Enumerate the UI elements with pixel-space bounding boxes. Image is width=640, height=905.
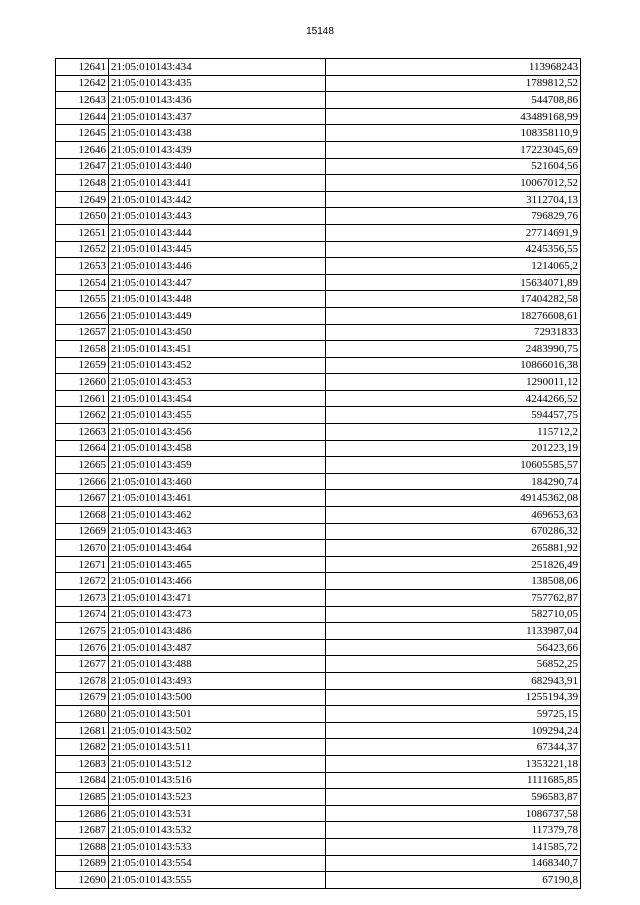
cadastral-number-cell: 21:05:010143:449 (109, 307, 326, 324)
table-row (56, 274, 581, 291)
cadastral-number-cell: 21:05:010143:500 (109, 689, 326, 706)
cadastral-number-cell: 21:05:010143:516 (109, 772, 326, 789)
row-number-cell: 12659 (56, 357, 109, 374)
table-row (56, 689, 581, 706)
table-row (56, 639, 581, 656)
table-row (56, 125, 581, 142)
cadastral-number-cell: 21:05:010143:532 (109, 822, 326, 839)
value-cell: 1255194,39 (326, 689, 581, 706)
table-row (56, 656, 581, 673)
table-row (56, 789, 581, 806)
table-row (56, 739, 581, 756)
table-row (56, 175, 581, 192)
cadastral-number-cell: 21:05:010143:445 (109, 241, 326, 258)
cadastral-number-cell: 21:05:010143:436 (109, 92, 326, 109)
table-row (56, 523, 581, 540)
row-number-cell: 12650 (56, 208, 109, 225)
value-cell: 27714691,9 (326, 224, 581, 241)
value-cell: 141585,72 (326, 838, 581, 855)
value-cell: 115712,2 (326, 424, 581, 441)
cadastral-number-cell: 21:05:010143:454 (109, 390, 326, 407)
row-number-cell: 12681 (56, 722, 109, 739)
value-cell: 117379,78 (326, 822, 581, 839)
row-number-cell: 12658 (56, 341, 109, 358)
table-row (56, 291, 581, 308)
value-cell: 1111685,85 (326, 772, 581, 789)
table-row (56, 805, 581, 822)
value-cell: 201223,19 (326, 440, 581, 457)
cadastral-number-cell: 21:05:010143:453 (109, 374, 326, 391)
row-number-cell: 12688 (56, 838, 109, 855)
cadastral-number-cell: 21:05:010143:493 (109, 672, 326, 689)
value-cell: 265881,92 (326, 540, 581, 557)
row-number-cell: 12644 (56, 108, 109, 125)
table-row (56, 75, 581, 92)
cadastral-number-cell: 21:05:010143:511 (109, 739, 326, 756)
table-row (56, 623, 581, 640)
cadastral-number-cell: 21:05:010143:452 (109, 357, 326, 374)
cadastral-number-cell: 21:05:010143:512 (109, 755, 326, 772)
table-row (56, 590, 581, 607)
row-number-cell: 12652 (56, 241, 109, 258)
table-row (56, 208, 581, 225)
cadastral-number-cell: 21:05:010143:461 (109, 490, 326, 507)
table-row (56, 606, 581, 623)
table-row (56, 672, 581, 689)
registry-table-body (56, 59, 581, 889)
value-cell: 15634071,89 (326, 274, 581, 291)
table-row (56, 872, 581, 889)
row-number-cell: 12686 (56, 805, 109, 822)
table-row (56, 141, 581, 158)
value-cell: 1133987,04 (326, 623, 581, 640)
cadastral-number-cell: 21:05:010143:501 (109, 706, 326, 723)
table-row (56, 324, 581, 341)
table-row (56, 341, 581, 358)
row-number-cell: 12661 (56, 390, 109, 407)
row-number-cell: 12674 (56, 606, 109, 623)
value-cell: 10605585,57 (326, 457, 581, 474)
cadastral-number-cell: 21:05:010143:435 (109, 75, 326, 92)
value-cell: 3112704,13 (326, 191, 581, 208)
table-row (56, 374, 581, 391)
cadastral-number-cell: 21:05:010143:466 (109, 573, 326, 590)
cadastral-number-cell: 21:05:010143:471 (109, 590, 326, 607)
cadastral-number-cell: 21:05:010143:455 (109, 407, 326, 424)
row-number-cell: 12646 (56, 141, 109, 158)
value-cell: 49145362,08 (326, 490, 581, 507)
value-cell: 2483990,75 (326, 341, 581, 358)
value-cell: 4244266,52 (326, 390, 581, 407)
table-row (56, 706, 581, 723)
cadastral-number-cell: 21:05:010143:488 (109, 656, 326, 673)
value-cell: 682943,91 (326, 672, 581, 689)
registry-table (55, 58, 581, 889)
cadastral-number-cell: 21:05:010143:439 (109, 141, 326, 158)
value-cell: 4245356,55 (326, 241, 581, 258)
row-number-cell: 12687 (56, 822, 109, 839)
value-cell: 43489168,99 (326, 108, 581, 125)
value-cell: 109294,24 (326, 722, 581, 739)
value-cell: 1468340,7 (326, 855, 581, 872)
cadastral-number-cell: 21:05:010143:451 (109, 341, 326, 358)
cadastral-number-cell: 21:05:010143:464 (109, 540, 326, 557)
value-cell: 469653,63 (326, 507, 581, 524)
value-cell: 796829,76 (326, 208, 581, 225)
row-number-cell: 12665 (56, 457, 109, 474)
table-row (56, 108, 581, 125)
row-number-cell: 12656 (56, 307, 109, 324)
table-row (56, 191, 581, 208)
value-cell: 72931833 (326, 324, 581, 341)
cadastral-number-cell: 21:05:010143:450 (109, 324, 326, 341)
row-number-cell: 12647 (56, 158, 109, 175)
table-row (56, 457, 581, 474)
row-number-cell: 12660 (56, 374, 109, 391)
table-row (56, 390, 581, 407)
cadastral-number-cell: 21:05:010143:441 (109, 175, 326, 192)
row-number-cell: 12643 (56, 92, 109, 109)
cadastral-number-cell: 21:05:010143:460 (109, 473, 326, 490)
row-number-cell: 12645 (56, 125, 109, 142)
row-number-cell: 12678 (56, 672, 109, 689)
cadastral-number-cell: 21:05:010143:523 (109, 789, 326, 806)
value-cell: 56852,25 (326, 656, 581, 673)
row-number-cell: 12649 (56, 191, 109, 208)
cadastral-number-cell: 21:05:010143:437 (109, 108, 326, 125)
cadastral-number-cell: 21:05:010143:446 (109, 258, 326, 275)
value-cell: 10866016,38 (326, 357, 581, 374)
row-number-cell: 12641 (56, 59, 109, 76)
row-number-cell: 12655 (56, 291, 109, 308)
table-row (56, 158, 581, 175)
table-row (56, 59, 581, 76)
row-number-cell: 12676 (56, 639, 109, 656)
row-number-cell: 12651 (56, 224, 109, 241)
cadastral-number-cell: 21:05:010143:434 (109, 59, 326, 76)
cadastral-number-cell: 21:05:010143:533 (109, 838, 326, 855)
value-cell: 757762,87 (326, 590, 581, 607)
table-row (56, 224, 581, 241)
cadastral-number-cell: 21:05:010143:443 (109, 208, 326, 225)
cadastral-number-cell: 21:05:010143:554 (109, 855, 326, 872)
value-cell: 544708,86 (326, 92, 581, 109)
table-row (56, 92, 581, 109)
table-row (56, 755, 581, 772)
row-number-cell: 12684 (56, 772, 109, 789)
cadastral-number-cell: 21:05:010143:502 (109, 722, 326, 739)
cadastral-number-cell: 21:05:010143:438 (109, 125, 326, 142)
table-row (56, 855, 581, 872)
cadastral-number-cell: 21:05:010143:442 (109, 191, 326, 208)
row-number-cell: 12657 (56, 324, 109, 341)
page-number: 15148 (306, 26, 334, 37)
cadastral-number-cell: 21:05:010143:463 (109, 523, 326, 540)
table-row (56, 357, 581, 374)
row-number-cell: 12669 (56, 523, 109, 540)
value-cell: 184290,74 (326, 473, 581, 490)
table-row (56, 556, 581, 573)
value-cell: 251826,49 (326, 556, 581, 573)
value-cell: 1086737,58 (326, 805, 581, 822)
cadastral-number-cell: 21:05:010143:555 (109, 872, 326, 889)
value-cell: 17223045,69 (326, 141, 581, 158)
value-cell: 1353221,18 (326, 755, 581, 772)
cadastral-number-cell: 21:05:010143:462 (109, 507, 326, 524)
row-number-cell: 12668 (56, 507, 109, 524)
row-number-cell: 12675 (56, 623, 109, 640)
table-row (56, 772, 581, 789)
row-number-cell: 12683 (56, 755, 109, 772)
row-number-cell: 12666 (56, 473, 109, 490)
row-number-cell: 12690 (56, 872, 109, 889)
value-cell: 59725,15 (326, 706, 581, 723)
table-row (56, 440, 581, 457)
value-cell: 17404282,58 (326, 291, 581, 308)
row-number-cell: 12680 (56, 706, 109, 723)
row-number-cell: 12670 (56, 540, 109, 557)
value-cell: 113968243 (326, 59, 581, 76)
cadastral-number-cell: 21:05:010143:456 (109, 424, 326, 441)
table-row (56, 407, 581, 424)
cadastral-number-cell: 21:05:010143:487 (109, 639, 326, 656)
value-cell: 18276608,61 (326, 307, 581, 324)
value-cell: 1789812,52 (326, 75, 581, 92)
value-cell: 596583,87 (326, 789, 581, 806)
value-cell: 56423,66 (326, 639, 581, 656)
table-row (56, 258, 581, 275)
row-number-cell: 12642 (56, 75, 109, 92)
row-number-cell: 12664 (56, 440, 109, 457)
row-number-cell: 12654 (56, 274, 109, 291)
table-row (56, 540, 581, 557)
table-row (56, 241, 581, 258)
value-cell: 582710,05 (326, 606, 581, 623)
value-cell: 138508,06 (326, 573, 581, 590)
value-cell: 670286,32 (326, 523, 581, 540)
cadastral-number-cell: 21:05:010143:473 (109, 606, 326, 623)
row-number-cell: 12671 (56, 556, 109, 573)
row-number-cell: 12673 (56, 590, 109, 607)
table-row (56, 424, 581, 441)
cadastral-number-cell: 21:05:010143:465 (109, 556, 326, 573)
value-cell: 108358110,9 (326, 125, 581, 142)
row-number-cell: 12682 (56, 739, 109, 756)
table-row (56, 722, 581, 739)
value-cell: 1214065,2 (326, 258, 581, 275)
cadastral-number-cell: 21:05:010143:440 (109, 158, 326, 175)
cadastral-number-cell: 21:05:010143:444 (109, 224, 326, 241)
row-number-cell: 12662 (56, 407, 109, 424)
value-cell: 67190,8 (326, 872, 581, 889)
value-cell: 67344,37 (326, 739, 581, 756)
table-row (56, 838, 581, 855)
row-number-cell: 12648 (56, 175, 109, 192)
cadastral-number-cell: 21:05:010143:486 (109, 623, 326, 640)
row-number-cell: 12685 (56, 789, 109, 806)
table-row (56, 473, 581, 490)
row-number-cell: 12653 (56, 258, 109, 275)
value-cell: 594457,75 (326, 407, 581, 424)
table-row (56, 307, 581, 324)
value-cell: 521604,56 (326, 158, 581, 175)
table-row (56, 573, 581, 590)
cadastral-number-cell: 21:05:010143:459 (109, 457, 326, 474)
row-number-cell: 12689 (56, 855, 109, 872)
row-number-cell: 12677 (56, 656, 109, 673)
table-row (56, 822, 581, 839)
cadastral-number-cell: 21:05:010143:531 (109, 805, 326, 822)
cadastral-number-cell: 21:05:010143:447 (109, 274, 326, 291)
row-number-cell: 12672 (56, 573, 109, 590)
row-number-cell: 12667 (56, 490, 109, 507)
row-number-cell: 12663 (56, 424, 109, 441)
table-row (56, 490, 581, 507)
value-cell: 1290011,12 (326, 374, 581, 391)
cadastral-number-cell: 21:05:010143:448 (109, 291, 326, 308)
cadastral-number-cell: 21:05:010143:458 (109, 440, 326, 457)
row-number-cell: 12679 (56, 689, 109, 706)
table-row (56, 507, 581, 524)
value-cell: 10067012,52 (326, 175, 581, 192)
